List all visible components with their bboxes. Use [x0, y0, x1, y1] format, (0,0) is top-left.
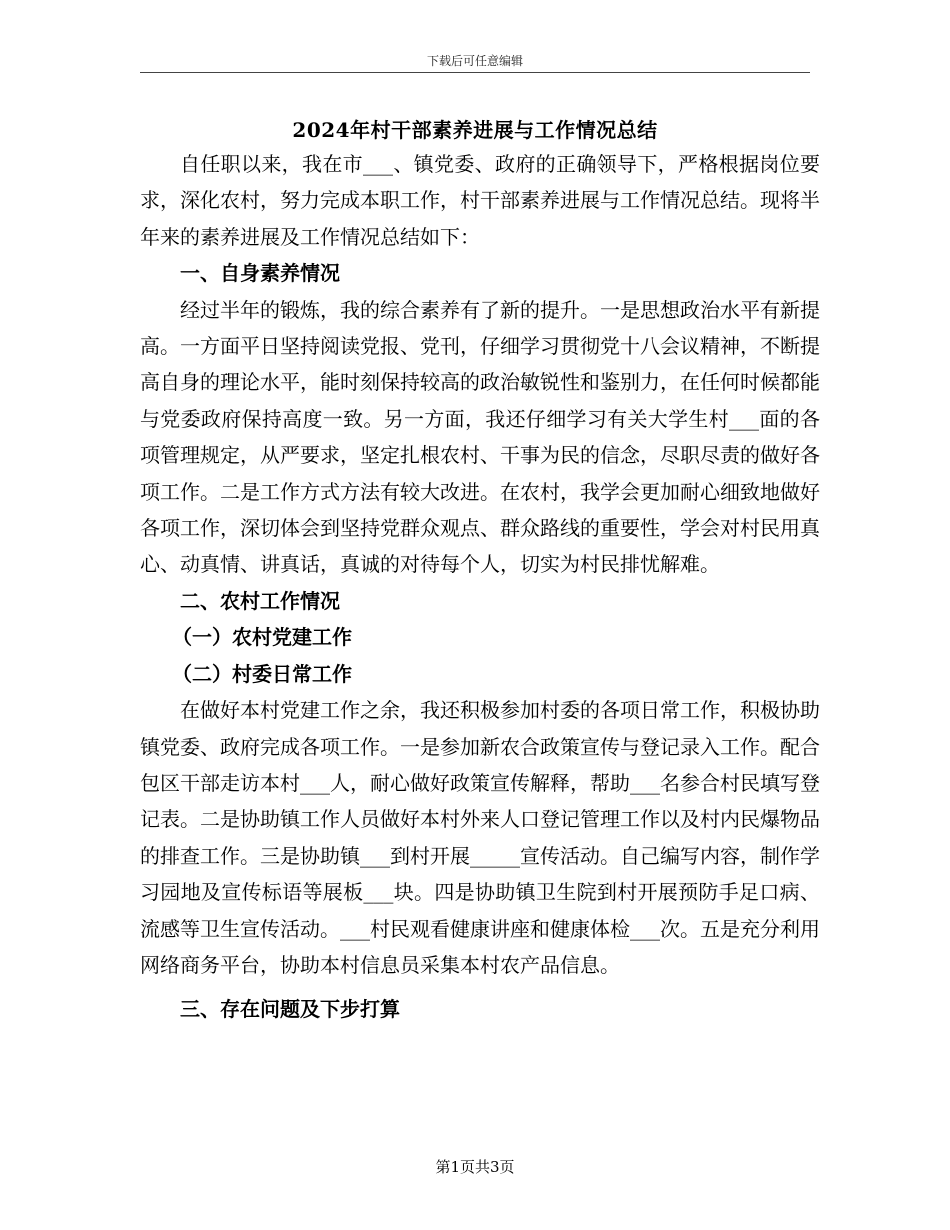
intro-paragraph: 自任职以来，我在市___、镇党委、政府的正确领导下，严格根据岗位要求，深化农村，努力完成本职工作，村干部素养进展与工作情况总结。现将半年来的素养进展及工作情况总结如下：: [140, 152, 820, 249]
section-1-heading: 一、自身素养情况: [180, 261, 340, 286]
section-2-subheading-1: （一）农村党建工作: [172, 625, 352, 650]
page-header: 下载后可任意编辑: [426, 54, 523, 68]
page-footer: 第1页共3页: [435, 1158, 515, 1176]
section-2-paragraph: 在做好本村党建工作之余，我还积极参加村委的各项日常工作，积极协助镇党委、政府完成各项工作。一是参加新农合政策宣传与登记录入工作。配合包区干部走访本村___人，耐心做好政策宣传解释，帮助___名参合村民填写登记表。二是协助镇工作人员做好本村外来人口登记管理工作以及村内民爆物品的排查工作。三是协助镇___到村开展_____宣传活动。自己编写内容，制作学习园地及宣传标语等展板___块。四是协助镇卫生院到村开展预防手足口病、流感等卫生宣传活动。___村民观看健康讲座和健康体检___次。五是充分利用网络商务平台，协助本村信息员采集本村农产品信息。: [140, 698, 820, 977]
section-3-heading: 三、存在问题及下步打算: [180, 997, 400, 1022]
section-2-subheading-2: （二）村委日常工作: [172, 661, 352, 686]
document-title: 2024年村干部素养进展与工作情况总结: [292, 118, 658, 142]
document-body: [140, 146, 820, 1028]
section-2-heading: 二、农村工作情况: [180, 588, 340, 613]
section-1-paragraph: 经过半年的锻炼，我的综合素养有了新的提升。一是思想政治水平有新提高。一方面平日坚持阅读党报、党刊，仔细学习贯彻党十八会议精神，不断提高自身的理论水平，能时刻保持较高的政治敏锐性和鉴别力，在任何时候都能与党委政府保持高度一致。另一方面，我还仔细学习有关大学生村___面的各项管理规定，从严要求，坚定扎根农村、干事为民的信念，尽职尽责的做好各项工作。二是工作方式方法有较大改进。在农村，我学会更加耐心细致地做好各项工作，深切体会到坚持党群众观点、群众路线的重要性，学会对村民用真心、动真情、讲真话，真诚的对待每个人，切实为村民排忧解难。: [140, 297, 820, 577]
header-divider: [140, 72, 810, 73]
